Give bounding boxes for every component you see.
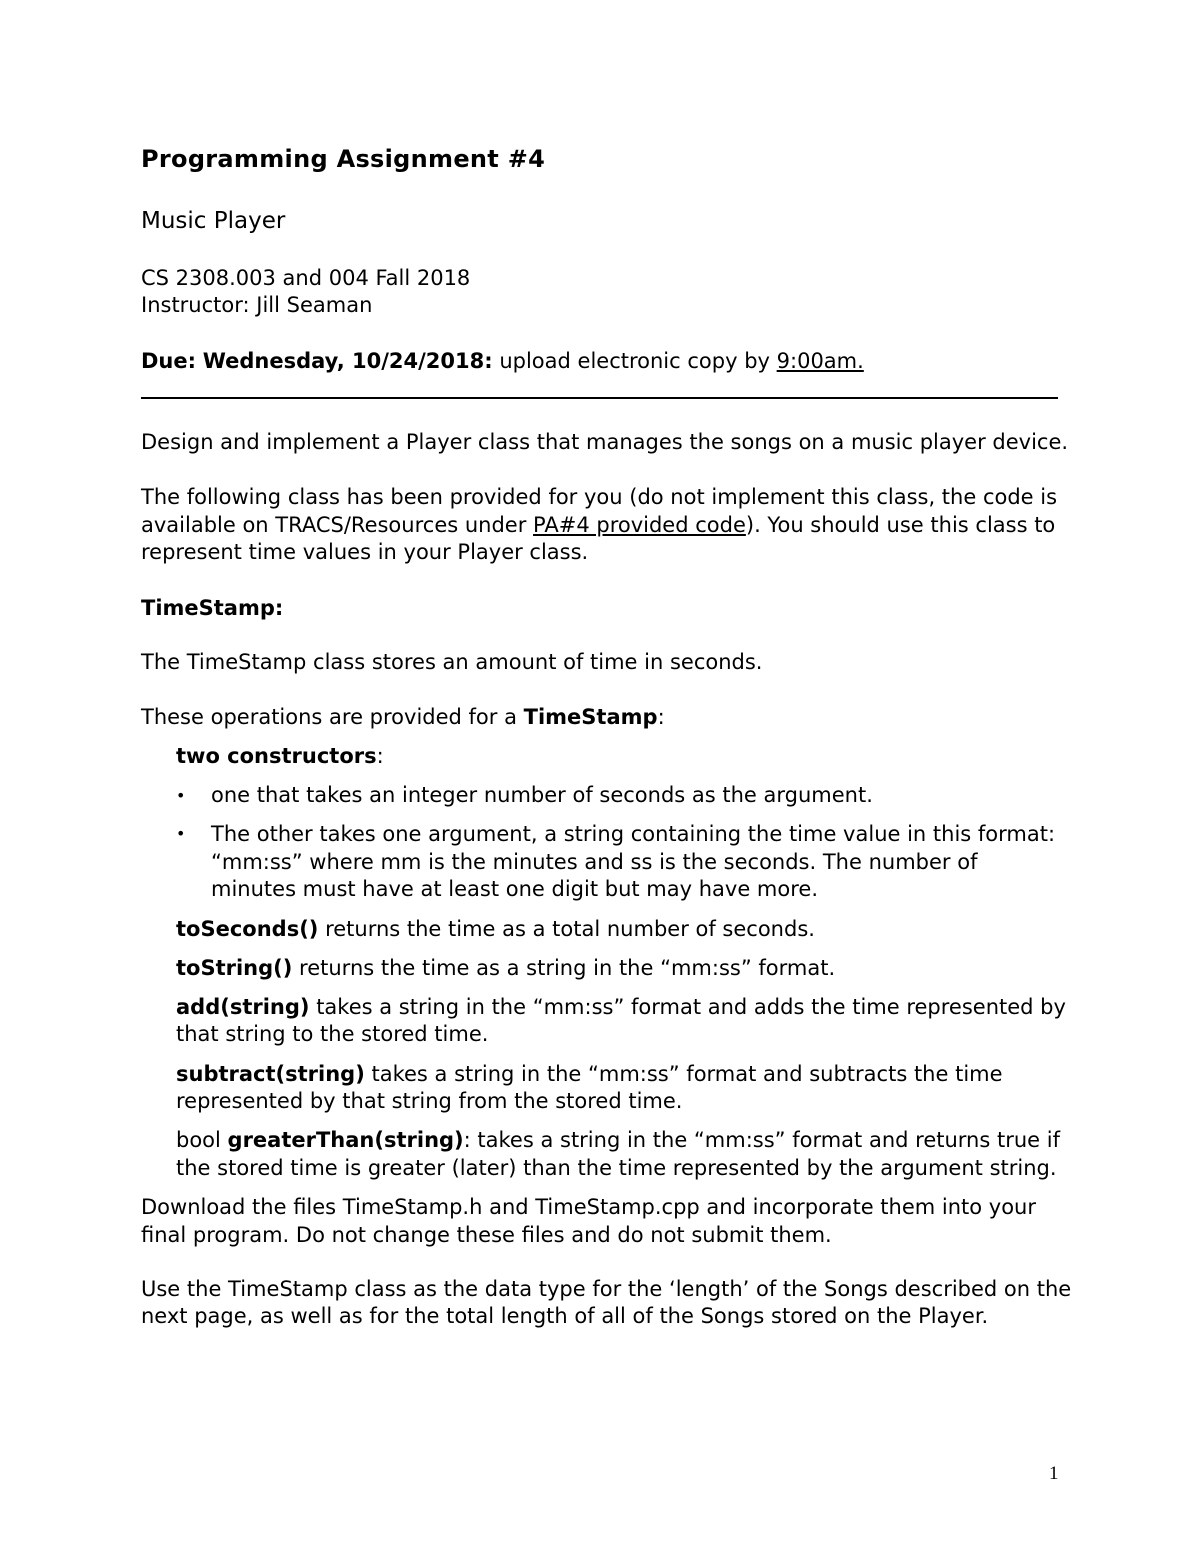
method-toseconds-name: toSeconds() (176, 917, 319, 941)
due-text: upload electronic copy by (499, 349, 770, 373)
provided-line-2-a: available on TRACS/Resources under (141, 513, 527, 537)
provided-code-link[interactable]: PA#4 provided code (533, 513, 746, 537)
page-number: 1 (1049, 1463, 1059, 1484)
method-subtract-name: subtract(string) (176, 1062, 365, 1086)
method-tostring-desc: returns the time as a string in the “mm:ss” format. (292, 956, 836, 980)
provided-line-2 (141, 511, 1055, 539)
bullet-dot-icon: • (176, 786, 186, 805)
method-greaterthan (176, 1126, 1060, 1154)
method-add-line-2: that string to the stored time. (176, 1022, 489, 1046)
method-add (176, 993, 1066, 1021)
method-tostring-name: toString() (176, 956, 293, 980)
bullet-dot-icon: • (176, 824, 186, 843)
usage-line-2: next page, as well as for the total length of all of the Songs stored on the Player. (141, 1304, 989, 1328)
operations-intro (141, 703, 665, 731)
method-greaterthan-prefix: bool (176, 1128, 228, 1152)
download-line-2: final program. Do not change these files and do not submit them. (141, 1223, 832, 1247)
method-subtract (176, 1060, 1003, 1088)
method-tostring (176, 954, 835, 982)
timestamp-heading: TimeStamp: (141, 596, 284, 620)
method-greaterthan-desc: : takes a string in the “mm:ss” format and returns true if (463, 1128, 1060, 1152)
operations-intro-class: TimeStamp (523, 705, 658, 729)
operations-intro-colon: : (657, 705, 665, 729)
instructor-line: Instructor: Jill Seaman (141, 293, 373, 317)
due-line (141, 347, 864, 375)
method-subtract-line-2: represented by that string from the stored time. (176, 1089, 683, 1113)
header-divider (141, 397, 1058, 399)
method-toseconds (176, 915, 815, 943)
usage-line-1: Use the TimeStamp class as the data type for the ‘length’ of the Songs described on the (141, 1277, 1072, 1301)
method-greaterthan-line-2: the stored time is greater (later) than the time represented by the argument string. (176, 1156, 1057, 1180)
method-toseconds-desc: returns the time as a total number of seconds. (318, 917, 815, 941)
method-add-name: add(string) (176, 995, 310, 1019)
due-date: Wednesday, 10/24/2018: (202, 349, 493, 373)
method-add-desc: takes a string in the “mm:ss” format and adds the time represented by (309, 995, 1066, 1019)
due-label: Due: (141, 349, 197, 373)
due-time: 9:00am. (776, 349, 864, 373)
method-greaterthan-name: greaterThan(string) (227, 1128, 464, 1152)
constructors-heading (176, 742, 384, 770)
bullet-item-2-line-3: minutes must have at least one digit but may have more. (211, 877, 818, 901)
bullet-item-2-line-1: The other takes one argument, a string containing the time value in this format: (211, 822, 1056, 846)
constructors-label: two constructors (176, 744, 377, 768)
method-subtract-desc: takes a string in the “mm:ss” format and subtracts the time (364, 1062, 1003, 1086)
page-title: Programming Assignment #4 (141, 145, 546, 173)
page-subtitle: Music Player (141, 208, 286, 234)
provided-line-3: represent time values in your Player class. (141, 540, 589, 564)
bullet-item-1: one that takes an integer number of seconds as the argument. (211, 783, 873, 807)
operations-intro-a: These operations are provided for a (141, 705, 517, 729)
constructors-colon: : (376, 744, 384, 768)
provided-line-1: The following class has been provided for you (do not implement this class, the code is (141, 485, 1058, 509)
bullet-item-2-line-2: “mm:ss” where mm is the minutes and ss is the seconds. The number of (211, 850, 978, 874)
design-paragraph: Design and implement a Player class that manages the songs on a music player device. (141, 430, 1069, 454)
course-line: CS 2308.003 and 004 Fall 2018 (141, 266, 471, 290)
timestamp-stores: The TimeStamp class stores an amount of time in seconds. (141, 650, 763, 674)
provided-line-2-b: ). You should use this class to (745, 513, 1056, 537)
download-line-1: Download the files TimeStamp.h and TimeStamp.cpp and incorporate them into your (141, 1195, 1037, 1219)
